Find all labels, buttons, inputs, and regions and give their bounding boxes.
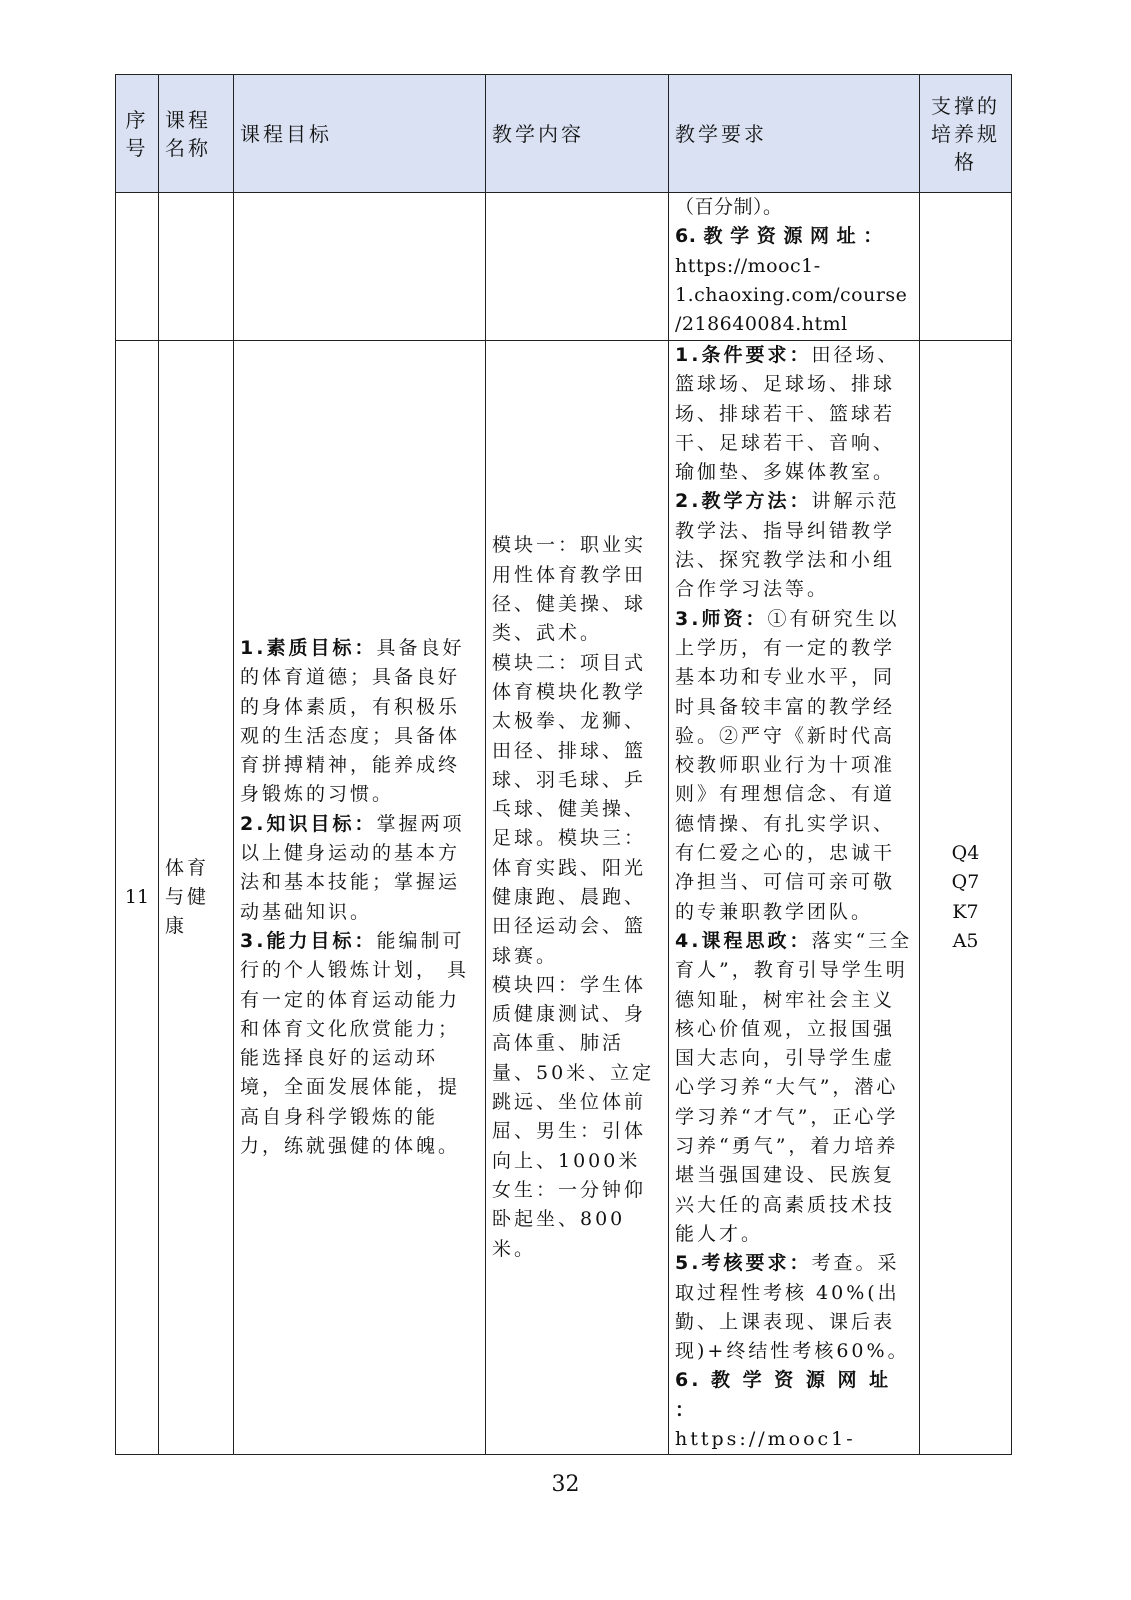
resource-url: https://mooc1- bbox=[675, 254, 821, 277]
course-table bbox=[115, 74, 1012, 1455]
req-text: 田径场、篮球场、足球场、排球场、排球若干、篮球若干、足球若干、音响、瑜伽垫、多媒体教室。 bbox=[675, 344, 900, 484]
teaching-requirements bbox=[669, 341, 920, 1455]
requirement-item bbox=[675, 1249, 913, 1366]
header-course-name: 课程名称 bbox=[159, 75, 234, 193]
req-text: （百分制）。 bbox=[675, 196, 783, 218]
header-teaching-content: 教学内容 bbox=[486, 75, 669, 193]
cell-empty bbox=[159, 193, 234, 341]
resource-url: 1.chaoxing.com/course bbox=[675, 283, 908, 306]
req-label: 1.条件要求： bbox=[675, 344, 812, 366]
course-goals bbox=[234, 341, 486, 1455]
req-label: 3.师资： bbox=[675, 607, 768, 630]
req-text: 考查。采取过程性考核 40%(出勤、上课表现、课后表现)+终结性考核60%。 bbox=[675, 1252, 910, 1363]
requirement-item bbox=[675, 341, 913, 487]
goal-label: 2.知识目标： bbox=[240, 812, 377, 835]
content-module: 模块四：学生体质健康测试、身高体重、肺活量、50米、立定跳远、坐位体前屈、男生：引体向上、1000米女生：一分钟仰卧起坐、800米。 bbox=[492, 973, 655, 1260]
content-module: 模块一：职业实用性体育教学田径、健美操、球类、武术。 bbox=[492, 534, 647, 645]
header-serial: 序号 bbox=[116, 75, 159, 193]
spec-code: Q4 bbox=[951, 842, 980, 865]
resource-url: /218640084.html bbox=[675, 313, 848, 336]
requirement-item bbox=[675, 605, 913, 927]
supported-specs bbox=[920, 341, 1012, 1455]
req-label: 5.考核要求： bbox=[675, 1252, 812, 1275]
goal-text: 掌握两项以上健身运动的基本方法和基本技能；掌握运动基础知识。 bbox=[240, 812, 465, 923]
goal-item bbox=[240, 634, 479, 810]
goal-label: 1.素质目标： bbox=[240, 636, 377, 659]
cell-empty bbox=[486, 193, 669, 341]
req-label: 6. 教 学 资 源 网 址 ： bbox=[675, 225, 883, 248]
cell-empty bbox=[920, 193, 1012, 341]
requirement-item bbox=[675, 1366, 913, 1425]
course-name: 体育与健康 bbox=[159, 341, 234, 1455]
table-header-row bbox=[116, 75, 1012, 193]
page-number: 32 bbox=[551, 1472, 580, 1497]
req-text: ①有研究生以上学历，有一定的教学基本功和专业水平，同时具备较丰富的教学经验。②严守《新时代高校教师职业行为十项准则》有理想信念、有道德情操、有扎实学识、有仁爱之心的，忠诚干净担当、可信可亲可敬的专兼职教学团队。 bbox=[675, 607, 900, 923]
spec-code: K7 bbox=[952, 900, 979, 923]
req-label: 2.教学方法： bbox=[675, 490, 812, 513]
teaching-content bbox=[486, 341, 669, 1455]
table-row bbox=[116, 341, 1012, 1455]
requirement-item bbox=[675, 487, 913, 604]
header-supported-specs: 支撑的培养规格 bbox=[920, 75, 1012, 193]
table-row-continued bbox=[116, 193, 1012, 341]
header-course-goals: 课程目标 bbox=[234, 75, 486, 193]
resource-url: https://mooc1- bbox=[675, 1427, 856, 1450]
goal-text: 具备良好的体育道德；具备良好的身体素质，有积极乐观的生活态度；具备体育拼搏精神，能养成终身锻炼的习惯。 bbox=[240, 636, 465, 806]
goal-item bbox=[240, 810, 479, 927]
cell-requirements-continued bbox=[669, 193, 920, 341]
cell-empty bbox=[116, 193, 159, 341]
cell-empty bbox=[234, 193, 486, 341]
content-module: 模块二：项目式体育模块化教学太极拳、龙狮、田径、排球、篮球、羽毛球、乒乓球、健美操、足球。模块三：体育实践、阳光健康跑、晨跑、田径运动会、篮球赛。 bbox=[492, 651, 647, 967]
row-number: 11 bbox=[116, 341, 159, 1455]
req-label: 4.课程思政： bbox=[675, 929, 812, 952]
header-teaching-requirements: 教学要求 bbox=[669, 75, 920, 193]
spec-code: A5 bbox=[952, 929, 979, 952]
requirement-item bbox=[675, 927, 913, 1249]
req-text: 落实“三全育人”，教育引导学生明德知耻，树牢社会主义核心价值观，立报国强国大志向，引导学生虚心学习养“大气”，潜心学习养“才气”，正心学习养“勇气”，着力培养堪当强国建设、民族复兴大任的高素质技术技能人才。 bbox=[675, 929, 913, 1245]
spec-code: Q7 bbox=[951, 871, 980, 894]
req-text: 讲解示范教学法、指导纠错教学法、探究教学法和小组合作学习法等。 bbox=[675, 490, 900, 601]
goal-item bbox=[240, 927, 479, 1161]
req-label: 6. 教 学 资 源 网 址 ： bbox=[675, 1369, 892, 1421]
goal-label: 3.能力目标： bbox=[240, 929, 377, 952]
goal-text: 能编制可行的个人锻炼计划， 具有一定的体育运动能力和体育文化欣赏能力；能选择良好的运动环境，全面发展体能，提高自身科学锻炼的能力，练就强健的体魄。 bbox=[240, 929, 470, 1158]
